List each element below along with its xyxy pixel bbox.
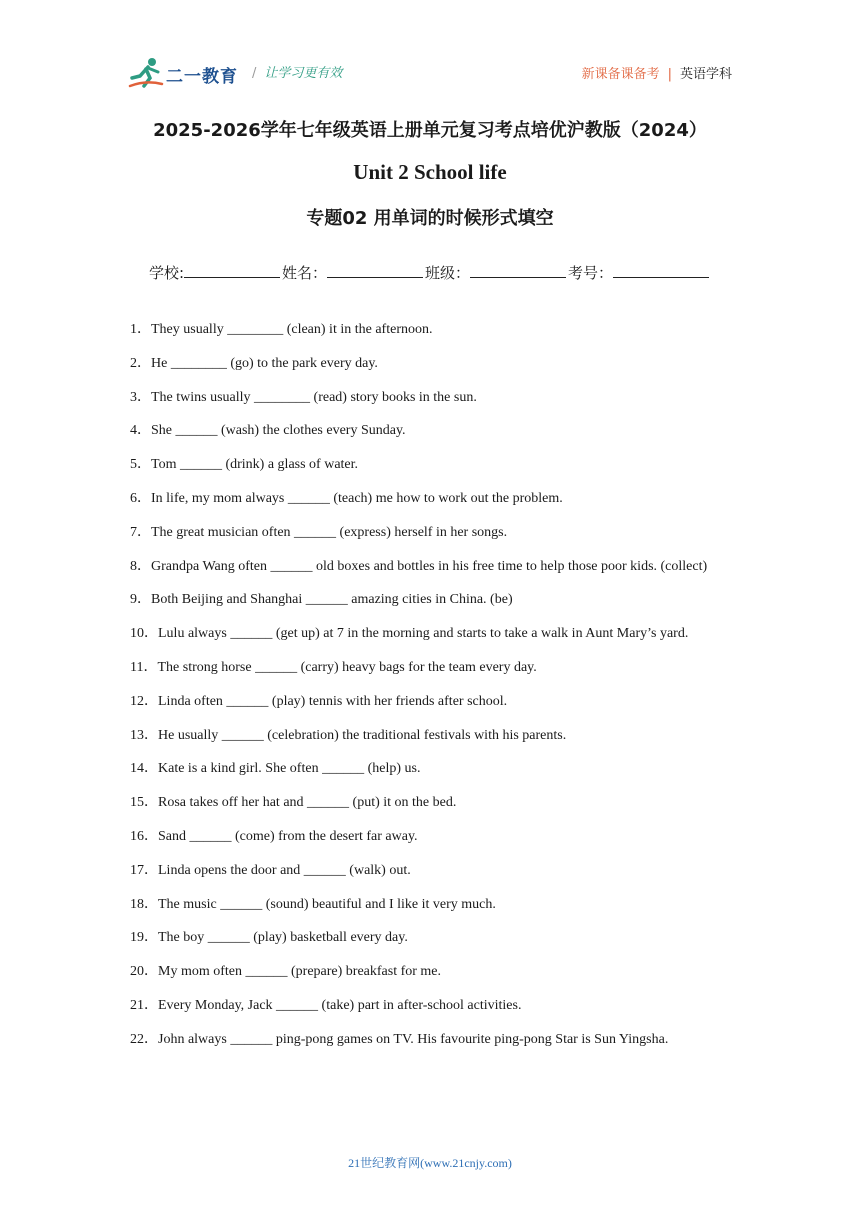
class-label: 班级： [425, 264, 471, 282]
page-header [128, 52, 732, 94]
school-label: 学校: [148, 264, 184, 282]
question-item: 14．Kate is a kind girl. She often ______ (help) us. [130, 761, 421, 777]
question-item: 1．They usually ________ (clean) it in the afternoon. [130, 322, 433, 337]
class-blank[interactable] [470, 263, 566, 278]
question-item: 12．Linda often ______ (play) tennis with her friends after school. [130, 693, 508, 709]
student-info [0, 262, 860, 283]
question-item: 11．The strong horse ______ (carry) heavy bags for the team every day. [130, 659, 537, 675]
slash-divider: / [252, 66, 257, 81]
question-item: 21．Every Monday, Jack ______ (take) part in after-school activities. [130, 997, 522, 1013]
subject-label: 英语学科 [679, 67, 732, 82]
question-item: 20．My mom often ______ (prepare) breakfast for me. [130, 964, 442, 980]
question-item: 15．Rosa takes off her hat and ______ (put) it on the bed. [130, 795, 457, 811]
number-blank[interactable] [613, 263, 709, 278]
number-label: 考号： [568, 264, 614, 282]
question-item: 10．Lulu always ______ (get up) at 7 in the morning and starts to take a walk in Aunt Mary’s yard. [130, 626, 689, 642]
question-item: 19．The boy ______ (play) basketball every day. [130, 930, 408, 946]
question-item: 7．The great musician often ______ (express) herself in her songs. [130, 524, 508, 540]
unit-title: Unit 2 School life [353, 160, 507, 184]
question-item: 9．Both Beijing and Shanghai ______ amazing cities in China. (be) [130, 592, 513, 608]
topic-title: 专题02 用单词的时候形式填空 [306, 208, 554, 229]
question-item: 5．Tom ______ (drink) a glass of water. [130, 457, 359, 473]
vertical-divider: | [667, 67, 672, 82]
question-item: 22．John always ______ ping-pong games on TV. His favourite ping-pong Star is Sun Yingsha. [130, 1031, 669, 1047]
question-list [130, 313, 730, 1057]
question-item: 17．Linda opens the door and ______ (walk) out. [130, 862, 411, 878]
logo [128, 56, 238, 90]
question-item: 16．Sand ______ (come) from the desert far away. [130, 828, 418, 844]
name-blank[interactable] [327, 263, 423, 278]
question-item: 4．She ______ (wash) the clothes every Sunday. [130, 423, 406, 439]
logo-text: 二一教育 [166, 67, 238, 87]
page-footer: 21世纪教育网(www.21cnjy.com) [348, 1156, 512, 1170]
question-item: 6．In life, my mom always ______ (teach) me how to work out the problem. [130, 490, 563, 506]
slogan [252, 62, 342, 81]
header-right [582, 63, 732, 82]
school-blank[interactable] [184, 263, 280, 278]
slogan-text: 让学习更有效 [264, 66, 343, 81]
runner-logo-icon [128, 56, 164, 90]
question-item: 2．He ________ (go) to the park every day. [130, 355, 378, 371]
question-item: 3．The twins usually ________ (read) story books in the sun. [130, 389, 477, 405]
question-item: 13．He usually ______ (celebration) the traditional festivals with his parents. [130, 727, 567, 743]
course-label: 新课备课备考 [581, 67, 660, 82]
question-item: 8．Grandpa Wang often ______ old boxes and bottles in his free time to help those poor kids. (collect) [130, 558, 708, 574]
name-label: 姓名： [282, 264, 328, 282]
document-title: 2025-2026学年七年级英语上册单元复习考点培优沪教版（2024） [153, 120, 707, 141]
question-item: 18．The music ______ (sound) beautiful and I like it very much. [130, 896, 496, 912]
